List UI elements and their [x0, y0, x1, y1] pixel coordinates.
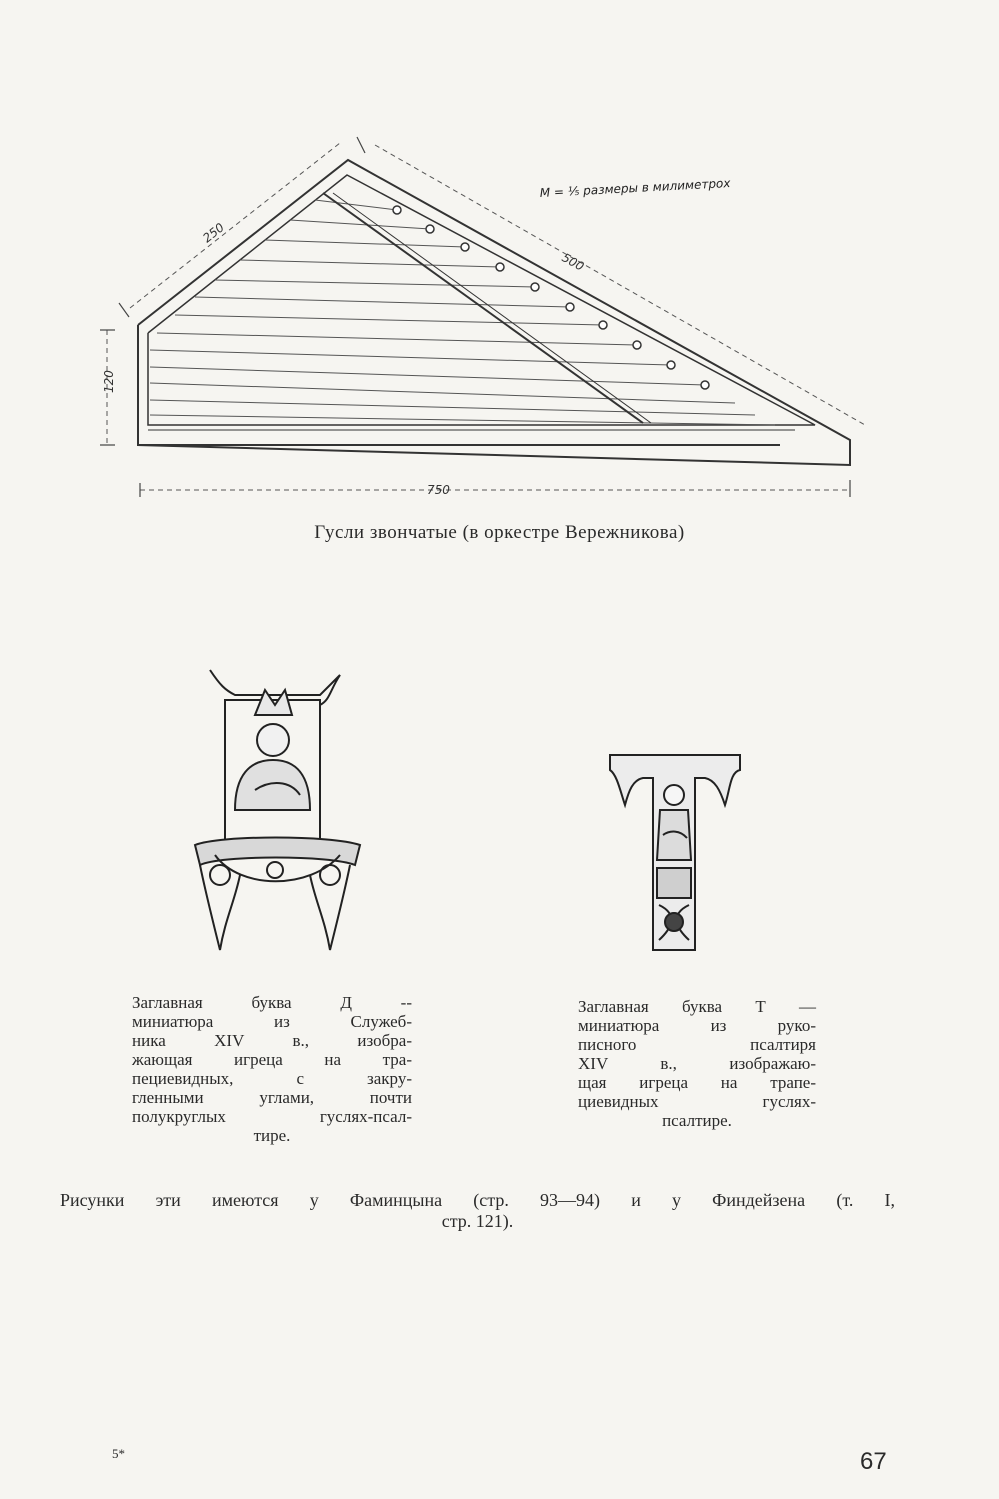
caption-line: XIV в., изображаю-	[578, 1054, 816, 1073]
gusli-frame	[138, 160, 850, 465]
dim-label-top: 250	[200, 220, 227, 246]
scale-note: M = ⅟₅ размеры в милиметрох	[539, 176, 731, 200]
caption-line: ника XIV в., изобра-	[132, 1031, 412, 1050]
footnote	[60, 1190, 895, 1232]
caption-line: пециевидных, с закру-	[132, 1069, 412, 1088]
caption-line: писного псалтиря	[578, 1035, 816, 1054]
miniature-left-caption	[132, 993, 412, 1145]
footnote-line-1: Рисунки эти имеются у Фаминцына (стр. 93—94) и у Финдейзена (т. I,	[60, 1190, 895, 1210]
footnote-line-2: стр. 121).	[441, 1211, 514, 1231]
caption-line: миниатюра из руко-	[578, 1016, 816, 1035]
caption-line: Заглавная буква Д --	[132, 993, 412, 1012]
dimension-ticks	[100, 137, 850, 497]
miniature-letter-t-image	[605, 750, 745, 960]
caption-line: полукруглых гуслях-псал-	[132, 1107, 412, 1126]
printer-signature: 5*	[112, 1446, 125, 1461]
dim-label-bottom: 750	[427, 483, 450, 497]
gusli-diagram	[95, 125, 875, 520]
dim-label-left: 120	[102, 370, 116, 393]
caption-line: гленными углами, почти	[132, 1088, 412, 1107]
page-number: 67	[860, 1448, 887, 1475]
miniature-right-caption	[578, 997, 816, 1130]
miniature-letter-d-image	[180, 660, 375, 960]
caption-line: жающая игреца на тра-	[132, 1050, 412, 1069]
caption-line: щая игреца на трапе-	[578, 1073, 816, 1092]
caption-line: псалтире.	[662, 1111, 732, 1130]
dim-label-right: 500	[559, 250, 587, 274]
gusli-strings	[150, 200, 775, 425]
caption-line: тире.	[253, 1126, 291, 1145]
caption-line: Заглавная буква Т —	[578, 997, 816, 1016]
diagram-caption: Гусли звончатые (в оркестре Вережникова)	[314, 522, 685, 543]
gusli-bridge	[323, 193, 651, 423]
caption-line: миниатюра из Служеб-	[132, 1012, 412, 1031]
caption-line: циевидных гуслях-	[578, 1092, 816, 1111]
